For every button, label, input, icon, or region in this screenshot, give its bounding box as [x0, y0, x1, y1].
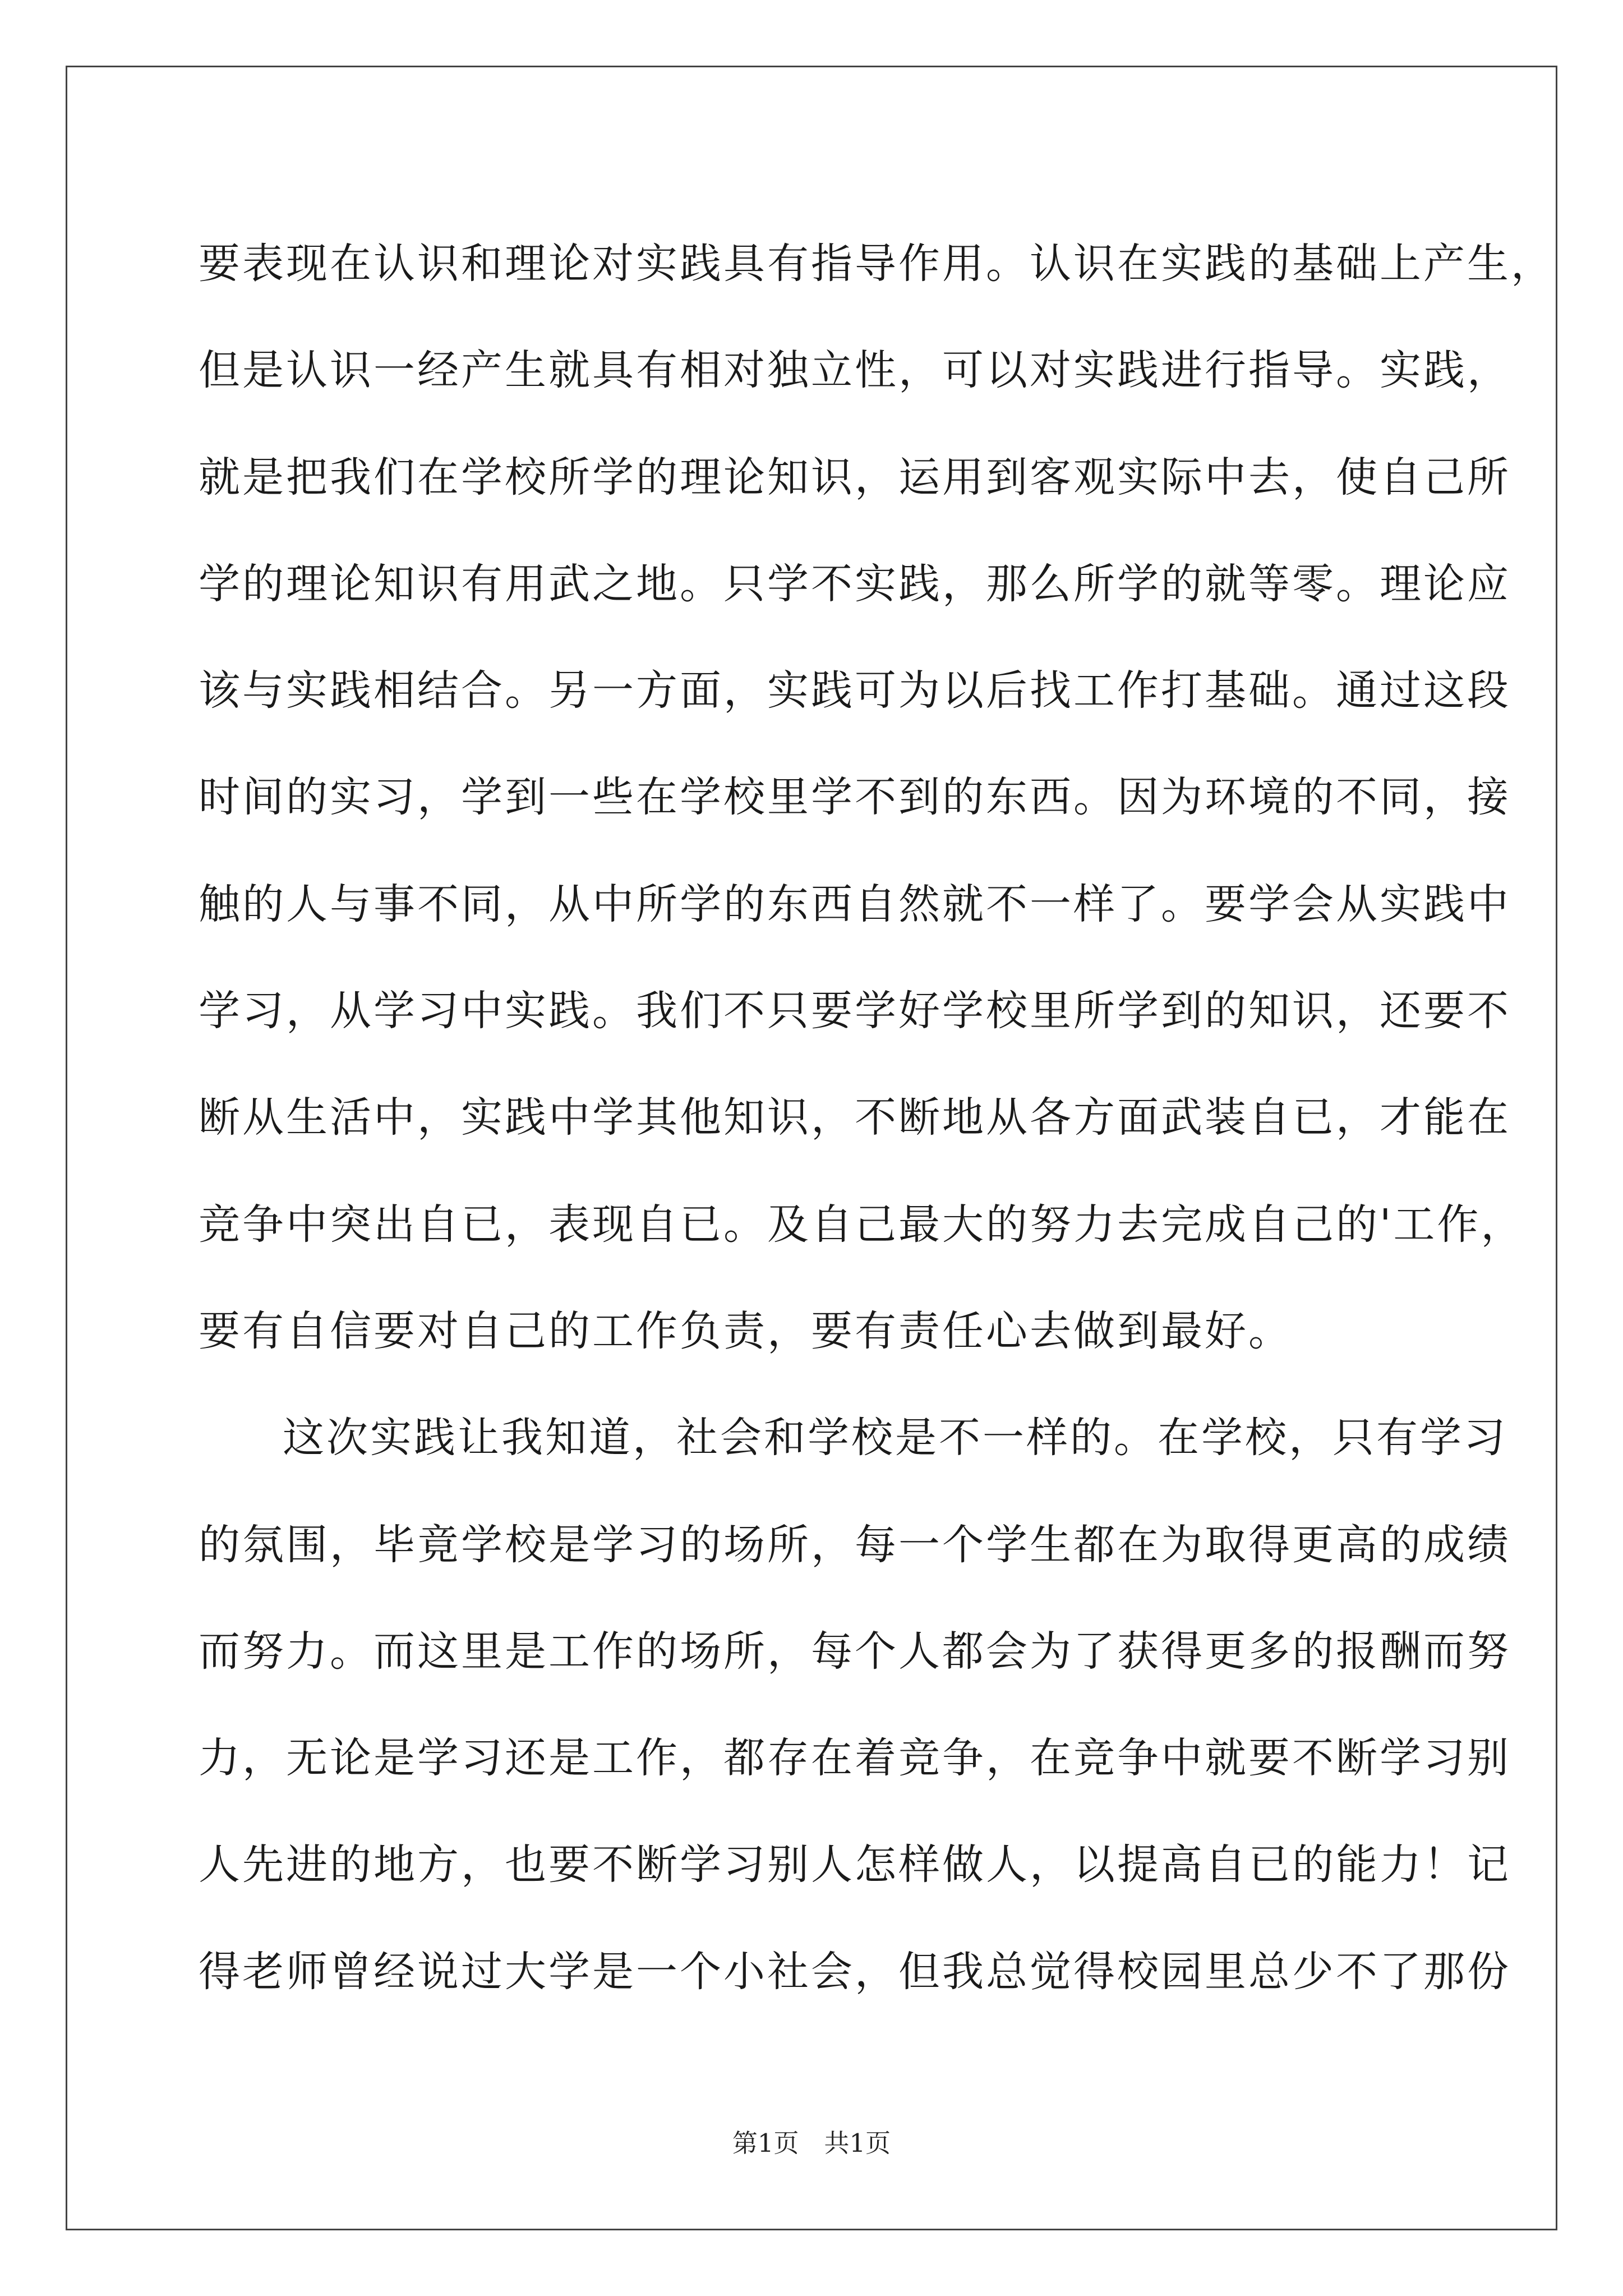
paragraph-start-line: 这次实践让我知道，社会和学校是不一样的。在学校，只有学习: [283, 1414, 1507, 1462]
text-line: 时间的实习，学到一些在学校里学不到的东西。因为环境的不同，接: [199, 773, 1511, 822]
text-line: 学的理论知识有用武之地。只学不实践，那么所学的就等零。理论应: [199, 559, 1511, 608]
text-line: 断从生活中，实践中学其他知识，不断地从各方面武装自已，才能在: [199, 1093, 1511, 1142]
text-line: 要有自信要对自己的工作负责，要有责任心去做到最好。: [199, 1306, 1292, 1355]
page-footer: 第1页 共1页: [732, 2128, 891, 2158]
text-line: 但是认识一经产生就具有相对独立性，可以对实践进行指导。实践，: [199, 346, 1511, 395]
text-line: 该与实践相结合。另一方面，实践可为以后找工作打基础。通过这段: [199, 666, 1511, 715]
text-line: 竞争中突出自已，表现自已。及自己最大的努力去完成自己的'工作，: [199, 1200, 1525, 1249]
text-line: 学习，从学习中实践。我们不只要学好学校里所学到的知识，还要不: [199, 987, 1511, 1036]
text-line: 人先进的地方，也要不断学习别人怎样做人，以提高自已的能力！记: [199, 1841, 1511, 1889]
text-line: 的氛围，毕竟学校是学习的场所，每一个学生都在为取得更高的成绩: [199, 1520, 1511, 1569]
document-body: [199, 210, 1555, 2025]
text-line: 而努力。而这里是工作的场所，每个人都会为了获得更多的报酬而努: [199, 1627, 1511, 1676]
text-line: 得老师曾经说过大学是一个小社会，但我总觉得校园里总少不了那份: [199, 1947, 1511, 1996]
text-line: 就是把我们在学校所学的理论知识，运用到客观实际中去，使自己所: [199, 453, 1511, 501]
text-line: 触的人与事不同，从中所学的东西自然就不一样了。要学会从实践中: [199, 880, 1511, 928]
text-line: 要表现在认识和理论对实践具有指导作用。认识在实践的基础上产生，: [199, 240, 1555, 288]
text-line: 力，无论是学习还是工作，都存在着竞争，在竞争中就要不断学习别: [199, 1734, 1511, 1783]
